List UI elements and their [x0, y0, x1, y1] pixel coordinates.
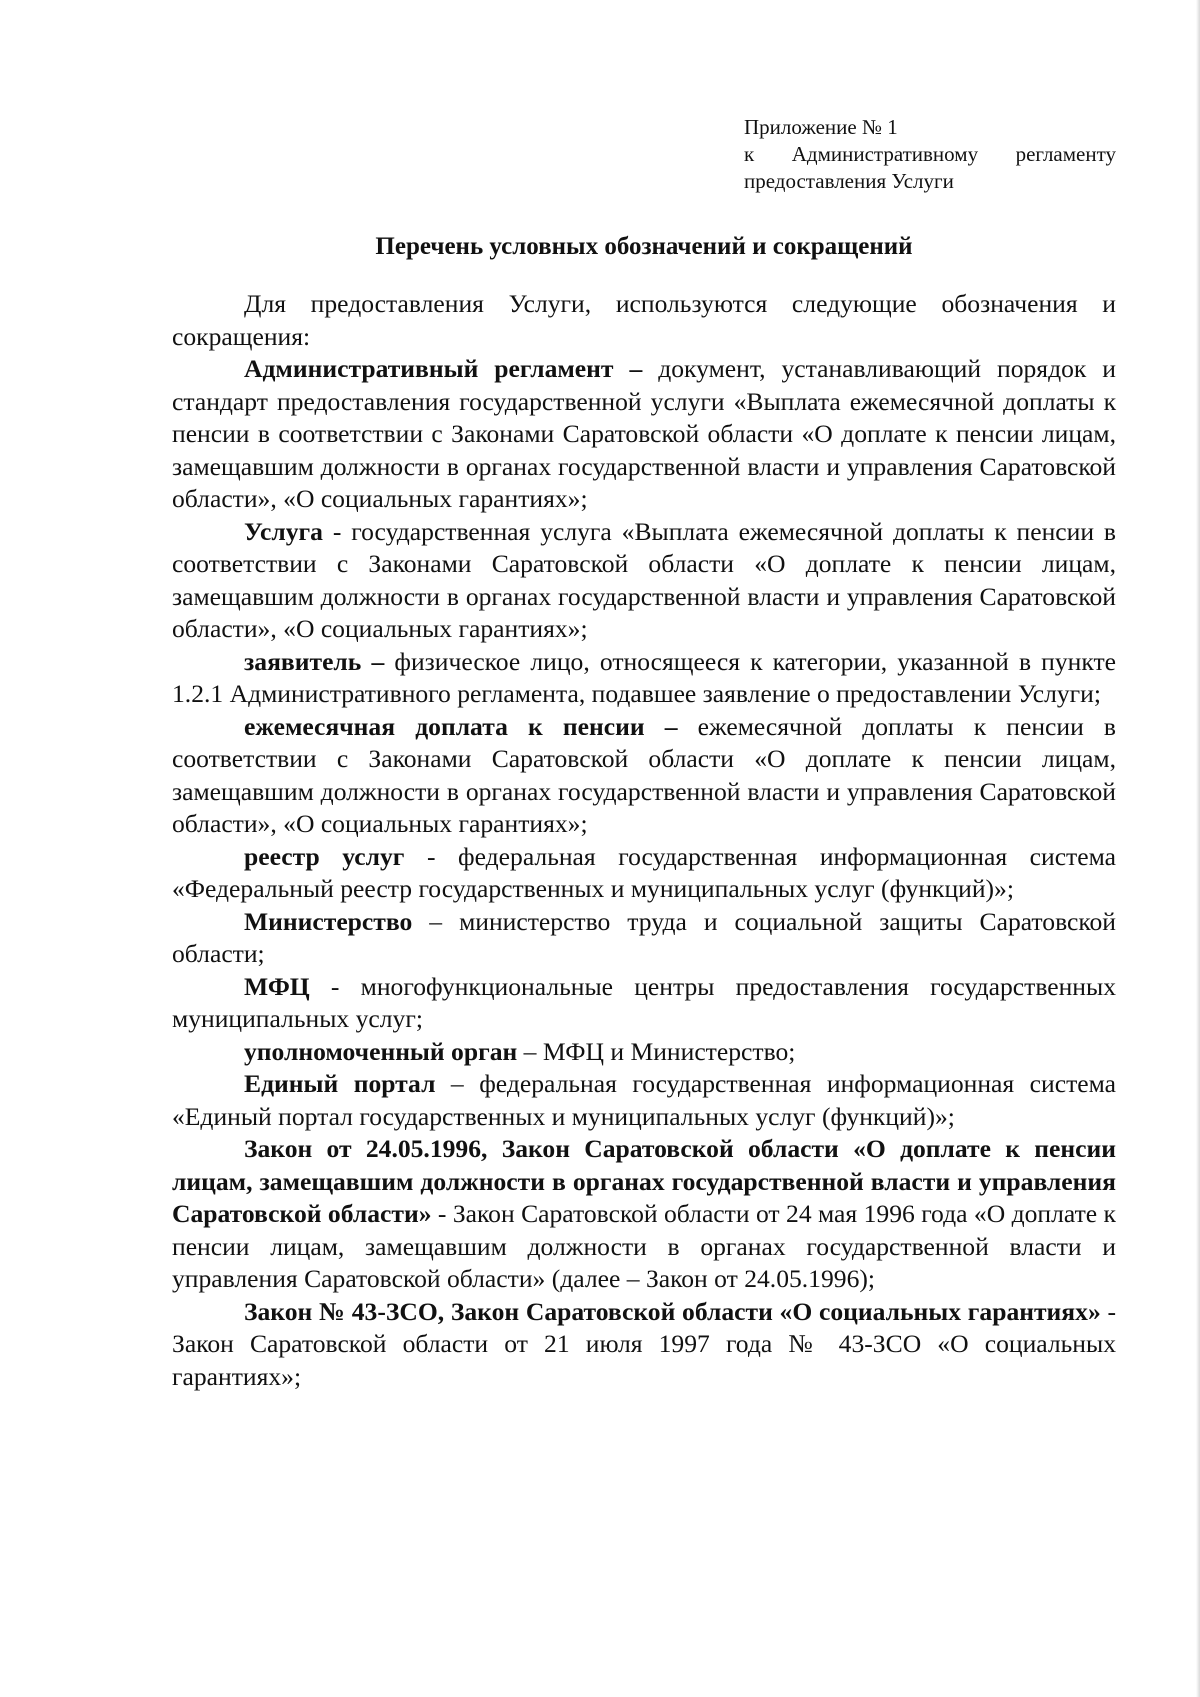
term-definition: федеральная государственная информационная система «Федеральный реестр государственных и муниципальных услуг (функций)»;	[172, 841, 1116, 903]
term-separator: -	[309, 971, 361, 1001]
term-separator: -	[431, 1199, 453, 1228]
term-definition: государственная услуга «Выплата ежемесячной доплаты к пенсии в соответствии с Законами Саратовской области «О доплате к пенсии лицам, замещавшим должности в органах государственной власти и управления Саратовской области», «О социальных гарантиях»;	[172, 516, 1116, 643]
term-separator: –	[644, 711, 698, 741]
appendix-header	[744, 114, 1116, 195]
term-paragraph-ministry	[172, 906, 1116, 971]
term-paragraph-law-1996	[172, 1133, 1116, 1296]
term-separator: -	[322, 516, 352, 546]
term-separator: -	[1100, 1296, 1116, 1326]
term-definition: многофункциональные центры предоставления государственных муниципальных услуг;	[172, 971, 1116, 1033]
term-name: Административный регламент	[244, 354, 614, 383]
term-separator: -	[404, 841, 459, 871]
term-separator: –	[435, 1069, 480, 1098]
term-separator: –	[517, 1036, 543, 1066]
term-name: Единый портал	[244, 1069, 436, 1098]
term-name: реестр услуг	[244, 841, 405, 871]
term-name: Закон № 43-ЗСО, Закон Саратовской области «О социальных гарантиях»	[244, 1296, 1101, 1326]
term-name: ежемесячная доплата к пенсии	[244, 711, 645, 741]
term-paragraph-administrative-regulation	[172, 353, 1116, 516]
term-separator: –	[361, 646, 395, 676]
term-definition: документ, устанавливающий порядок и стандарт предоставления государственной услуги «Выплата ежемесячной доплаты к пенсии в соответствии с Законами Саратовской области «О доплате к пенсии лицам, замещавшим должности в органах государственной власти и управления Саратовской области», «О социальных гарантиях»;	[172, 354, 1116, 513]
term-definition: Закон Саратовской области от 21 июля 1997 года № 43-ЗСО «О социальных гарантиях»;	[172, 1329, 1116, 1391]
term-paragraph-applicant	[172, 646, 1116, 711]
appendix-reference: к Административному регламенту	[744, 142, 1116, 166]
document-title: Перечень условных обозначений и сокращений	[375, 233, 913, 260]
appendix-subject: предоставления Услуги	[744, 169, 954, 193]
intro-paragraph: Для предоставления Услуги, используются следующие обозначения и сокращения:	[172, 289, 1116, 351]
document-body	[172, 288, 1116, 1393]
term-definition: министерство труда и социальной защиты Саратовской области;	[172, 906, 1116, 968]
term-name: уполномоченный орган	[244, 1036, 518, 1066]
term-name: Услуга	[244, 516, 323, 546]
term-definition: ежемесячной доплаты к пенсии в соответствии с Законами Саратовской области «О доплате к пенсии лицам, замещавшим должности в органах государственной власти и управления Саратовской области», «О социальных гарантиях»;	[172, 711, 1117, 838]
term-paragraph-law-43-zso	[172, 1296, 1116, 1394]
term-paragraph-service-registry	[172, 841, 1116, 906]
term-definition: Закон Саратовской области от 24 мая 1996 года «О доплате к пенсии лицам, замещавшим должности в органах государственной власти и управления Саратовской области» (далее – Закон от 24.05.1996);	[172, 1199, 1116, 1293]
page-edge-shadow	[1196, 0, 1200, 1697]
term-paragraph-unified-portal	[172, 1068, 1116, 1133]
term-name: Закон от 24.05.1996, Закон Саратовской области «О доплате к пенсии лицам, замещавшим должности в органах государственной власти и управления Саратовской области»	[172, 1134, 1116, 1228]
appendix-number: Приложение № 1	[744, 115, 898, 139]
term-paragraph-authorized-body	[172, 1036, 1116, 1069]
term-definition: МФЦ и Министерство;	[542, 1036, 796, 1066]
term-separator: –	[613, 354, 659, 383]
term-paragraph-service	[172, 516, 1116, 646]
term-name: заявитель	[244, 646, 362, 676]
term-paragraph-monthly-supplement	[172, 711, 1116, 841]
term-name: Министерство	[244, 906, 413, 936]
term-definition: физическое лицо, относящееся к категории, указанной в пункте 1.2.1 Административного регламента, подавшее заявление о предоставлении Услуги;	[172, 646, 1116, 708]
term-paragraph-mfc	[172, 971, 1116, 1036]
term-name: МФЦ	[244, 971, 310, 1001]
term-separator: –	[412, 906, 460, 936]
term-definition: федеральная государственная информационная система «Единый портал государственных и муниципальных услуг (функций)»;	[172, 1069, 1116, 1131]
